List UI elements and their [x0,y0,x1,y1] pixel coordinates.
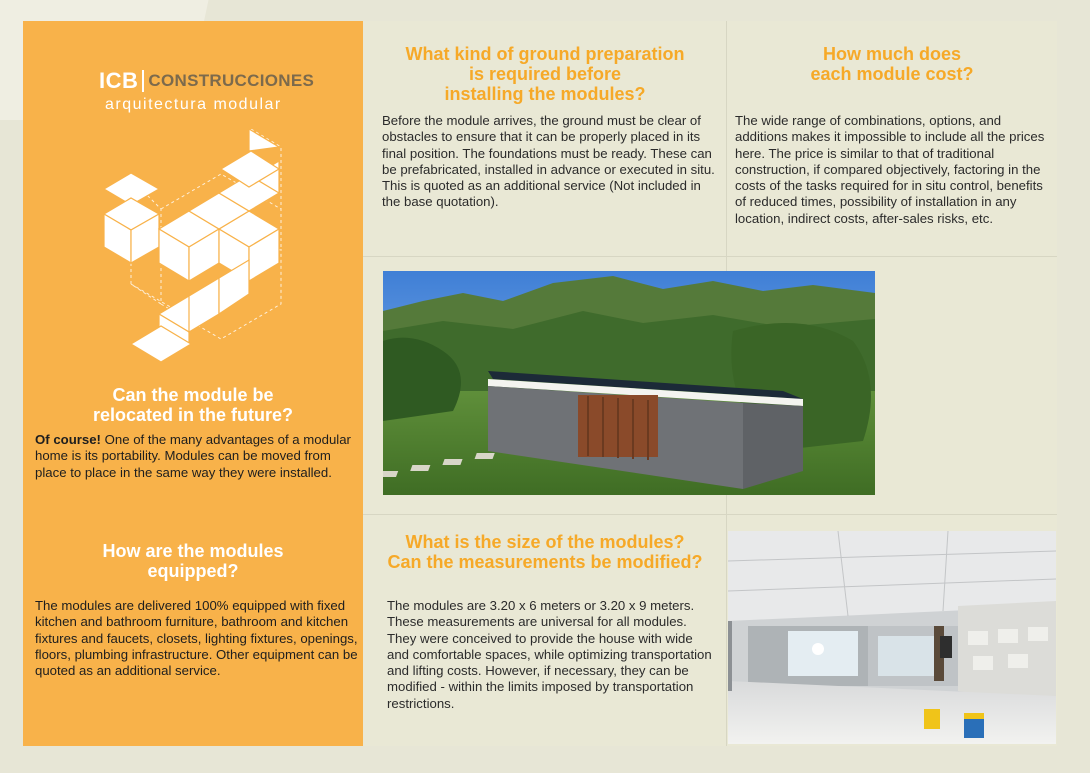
relocation-question [23,385,363,425]
equipment-answer: The modules are delivered 100% equipped with fixed kitchen and bathroom furniture, bathroom and kitchen fixtures and faucets, closets, lighting fixtures, openings, floors, plumbing infrastructure. Other equipment can be quoted as an additional service. [35,598,358,679]
ground-cell [363,21,727,257]
modular-cubes-icon [101,129,311,369]
size-title-line2: Can the measurements be modified? [387,552,703,572]
cost-title-line1: How much does [822,44,961,64]
interior-photo-cell [727,515,1057,746]
cost-title-line2: each module cost? [810,64,974,84]
size-question [363,532,727,572]
ground-question [363,44,727,104]
left-column [23,21,363,746]
logo-construcciones: CONSTRUCCIONES [148,71,315,90]
cost-question [727,44,1057,84]
relocation-title-line2: relocated in the future? [92,405,294,425]
logo-tagline: arquitectura modular [105,96,282,113]
cost-answer: The wide range of combinations, options, and additions makes it impossible to include all the prices here. The price is similar to that of traditional construction, if compared objectively, factoring in the costs of the tasks required for in situ control, benefits of reduced times, possibility of installation in any location, indirect costs, after-sales risks, etc. [735,113,1045,226]
relocation-answer [35,432,355,481]
ground-answer: Before the module arrives, the ground must be clear of obstacles to ensure that it can be properly placed in its final position. The foundations must be ready. These can be prefabricated, installed in advance or executed in situ. This is quoted as an additional service (Not included in the base quotation). [382,113,715,210]
ground-title-line3: installing the modules? [444,84,646,104]
equipment-title-line2: equipped? [147,561,239,581]
house-photo [383,271,875,495]
cost-cell [727,21,1057,257]
relocation-text: One of the many advantages of a modular home is its portability. Modules can be moved from place to place in the same way they were installed. [35,432,351,480]
logo-icb: ICB [99,70,144,92]
equipment-question [23,541,363,581]
company-logo [99,70,314,114]
house-photo-cell [363,257,1057,515]
size-answer: The modules are 3.20 x 6 meters or 3.20 x 9 meters. These measurements are universal for all modules. They were conceived to provide the house with wide and comfortable spaces, while optimizing transportation and lifting costs. However, if necessary, they can be modified - within the limits imposed by transportation restrictions. [387,598,712,711]
relocation-lead: Of course! [35,432,101,447]
ground-title-line2: is required before [468,64,622,84]
interior-photo [728,531,1056,744]
size-title-line1: What is the size of the modules? [405,532,685,552]
equipment-title-line1: How are the modules [102,541,284,561]
relocation-title-line1: Can the module be [112,385,274,405]
ground-title-line1: What kind of ground preparation [405,44,685,64]
faq-grid [23,21,1057,746]
size-cell [363,515,727,746]
